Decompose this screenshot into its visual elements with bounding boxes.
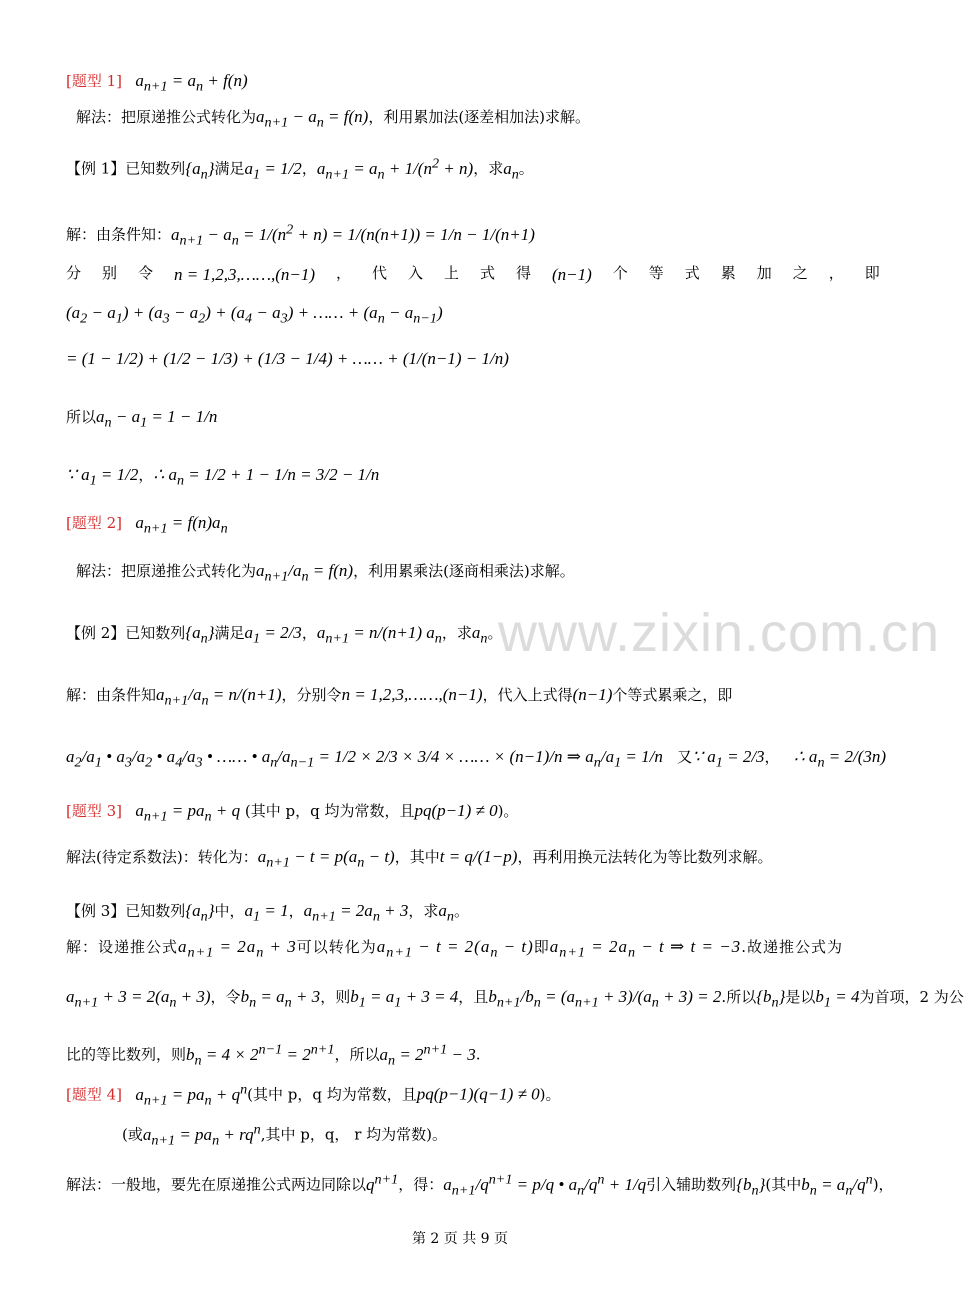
heading-type-1: [题型 1] $a_{n+1} = a_n + f(n)$ [66,71,248,95]
type-3-label: [题型 3] [66,802,123,820]
type-4-label: [题型 4] [66,1085,123,1104]
heading-type-2: [题型 2] $a_{n+1} = f(n)a_n$ [66,513,228,537]
solution-1-step-2: 分 别 令 n = 1,2,3,……,(n−1) ， 代 入 上 式 得 (n−1) 个 等 式 累 加 之 ， 即 [66,264,880,284]
solution-3-step-3: 比的等比数列，则$b_n = 4 \times 2^{n-1} = 2^{n+1}$，所以$a_n = 2^{n+1} - 3$. [66,1041,481,1069]
example-2: 【例 2】已知数列$\{a_n\}$满足$a_1 = 2/3$，$a_{n+1} = n/(n+1)$ $a_n$，求$a_n$。 [66,623,503,647]
heading-type-4: [题型 4] $a_{n+1} = pa_n + q^n$(其中 p，q 均为常数，且pq(p−1)(q−1) ≠ 0)。 [66,1081,561,1109]
heading-type-4-alt: (或$a_{n+1} = pa_n + rq^n$,其中 p，q， r 均为常数)。 [122,1121,447,1149]
solution-3-step-2: $a_{n+1} + 3 = 2(a_n + 3)$，令$b_n = a_n + 3$，则$b_1 = a_1 + 3 = 4$，且$b_{n+1}/b_n = (a_{n+1} + 3)/(a_n + 3) = 2$.所以$\{b_n\}$是以$b_1 = 4$为首项，2 为公 [66,987,964,1011]
solution-1-step-6: ∵ $a_1 = 1/2$，∴ $a_n = 1/2 + 1 - 1/n = 3/2 - 1/n$ [66,465,380,489]
solution-1-step-5: 所以$a_n - a_1 = 1 - 1/n$ [66,407,218,431]
method-4: 解法：一般地，要先在原递推公式两边同除以$q^{n+1}$，得：$a_{n+1}/q^{n+1} = p/q$ • $a_n/q^n + 1/q$引入辅助数列$\{b_n\}$(其中$b_n = a_n/q^n$)， [66,1171,894,1199]
method-2: 解法：把原递推公式转化为$a_{n+1}/a_n = f(n)$，利用累乘法(逐商相乘法)求解。 [76,561,575,585]
heading-type-3: [题型 3] $a_{n+1} = pa_n + q$ (其中 p，q 均为常数，且pq(p−1) ≠ 0)。 [66,801,519,825]
type-1-label: [题型 1] [66,72,123,90]
type-2-label: [题型 2] [66,514,123,532]
solution-2-step-2: $a_2/a_1$ • $a_3/a_2$ • $a_4/a_3$ • …… • $a_n/a_{n-1} = 1/2 \times 2/3 \times 3/4$ × …… × (n−1)/n ⇒ $a_n/a_1 = 1/n$ 又∵ $a_1 = 2/3$， ∴ $a_n = 2/(3n)$ [66,747,887,771]
method-3: 解法(待定系数法)：转化为：$a_{n+1} - t = p(a_n - t)$，其中t = q/(1−p)，再利用换元法转化为等比数列求解。 [66,847,773,871]
solution-3-step-1: 解：设递推公式$a_{n+1} = 2a_n + 3$可以转化为$a_{n+1} - t = 2(a_n - t)$即$a_{n+1} = 2a_n - t$ ⇒ t = −3.故递推公式为 [66,937,843,961]
example-1: 【例 1】已知数列$\{a_n\}$满足$a_1 = 1/2$，$a_{n+1} = a_n + 1/(n^2 + n)$，求$a_n$。 [66,155,534,183]
watermark: www.zixin.com.cn [498,603,941,663]
solution-1-step-1: 解：由条件知：$a_{n+1} - a_n = 1/(n^2 + n) = 1/(n(n+1)) = 1/n - 1/(n+1)$ [66,221,535,249]
method-1: 解法：把原递推公式转化为$a_{n+1} - a_n = f(n)$，利用累加法(逐差相加法)求解。 [76,107,591,131]
solution-2-step-1: 解：由条件知$a_{n+1}/a_n = n/(n+1)$，分别令n = 1,2,3,……,(n−1)，代入上式得(n−1)个等式累乘之，即 [66,685,733,709]
page-footer: 第 2 页 共 9 页 [411,1231,509,1247]
solution-1-step-3: $(a_2 - a_1) + (a_3 - a_2) + (a_4 - a_3)$ + …… + $(a_n - a_{n-1})$ [66,303,443,327]
solution-1-step-4: = (1 − 1/2) + (1/2 − 1/3) + (1/3 − 1/4) + …… + (1/(n−1) − 1/n) [66,349,509,368]
example-3: 【例 3】已知数列$\{a_n\}$中，$a_1 = 1$，$a_{n+1} = 2a_n + 3$，求$a_n$。 [66,901,469,925]
